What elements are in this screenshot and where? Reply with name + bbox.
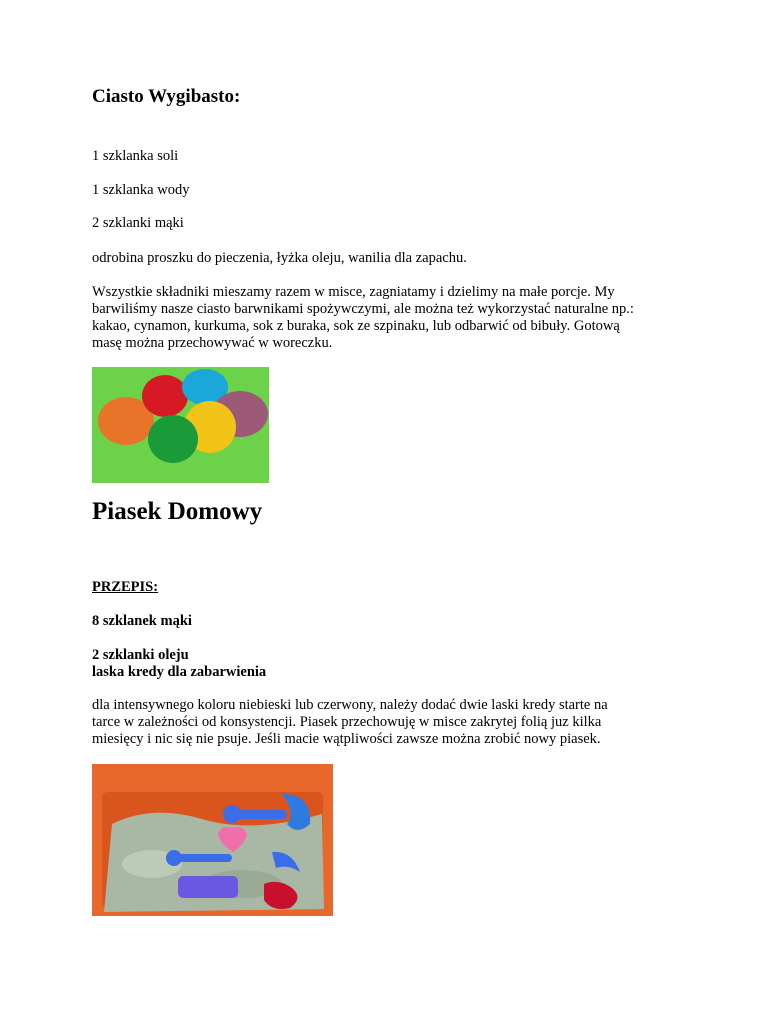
paragraph-line: tarce w zależności od konsystencji. Piasek przechowuję w misce zakrytej folią juz kilka (92, 714, 602, 730)
section-title-piasek: Piasek Domowy (92, 498, 263, 525)
instructions-paragraph-1 (92, 284, 672, 352)
paragraph-line: Wszystkie składniki mieszamy razem w misce, zagniatamy i dzielimy na małe porcje. My (92, 284, 615, 300)
instructions-paragraph-2 (92, 697, 672, 748)
section-title-ciasto: Ciasto Wygibasto: (92, 86, 241, 107)
ingredient-line: 2 szklanki mąki (92, 215, 184, 231)
ingredient-line: odrobina proszku do pieczenia, łyżka oleju, wanilia dla zapachu. (92, 250, 467, 266)
car-mold (178, 876, 238, 898)
ingredient-line: 1 szklanka soli (92, 148, 179, 164)
recipe-label: PRZEPIS: (92, 579, 159, 595)
sand-tray-photo (92, 764, 333, 916)
paragraph-line: masę można przechowywać w woreczku. (92, 335, 333, 351)
green-dough (148, 415, 198, 463)
playdough-photo (92, 367, 269, 483)
ingredient-line: 2 szklanki oleju (92, 647, 189, 663)
paragraph-line: miesięcy i nic się nie psuje. Jeśli macie wątpliwości zawsze można zrobić nowy piasek. (92, 731, 601, 747)
paragraph-line: dla intensywnego koloru niebieski lub czerwony, należy dodać dwie laski kredy starte na (92, 697, 608, 713)
ingredient-line: 8 szklanek mąki (92, 613, 192, 629)
paragraph-line: barwiliśmy nasze ciasto barwnikami spożywczymi, ale można też wykorzystać naturalne np.: (92, 301, 634, 317)
paragraph-line: kakao, cynamon, kurkuma, sok z buraka, sok ze szpinaku, lub odbarwić od bibuły. Gotową (92, 318, 620, 334)
shovel-scoop (223, 805, 241, 823)
rake-head (166, 850, 182, 866)
ingredient-line: laska kredy dla zabarwienia (92, 664, 267, 680)
sand-tray-illustration (92, 764, 333, 916)
ingredient-line: 1 szklanka wody (92, 182, 190, 198)
red-dough (142, 375, 188, 417)
